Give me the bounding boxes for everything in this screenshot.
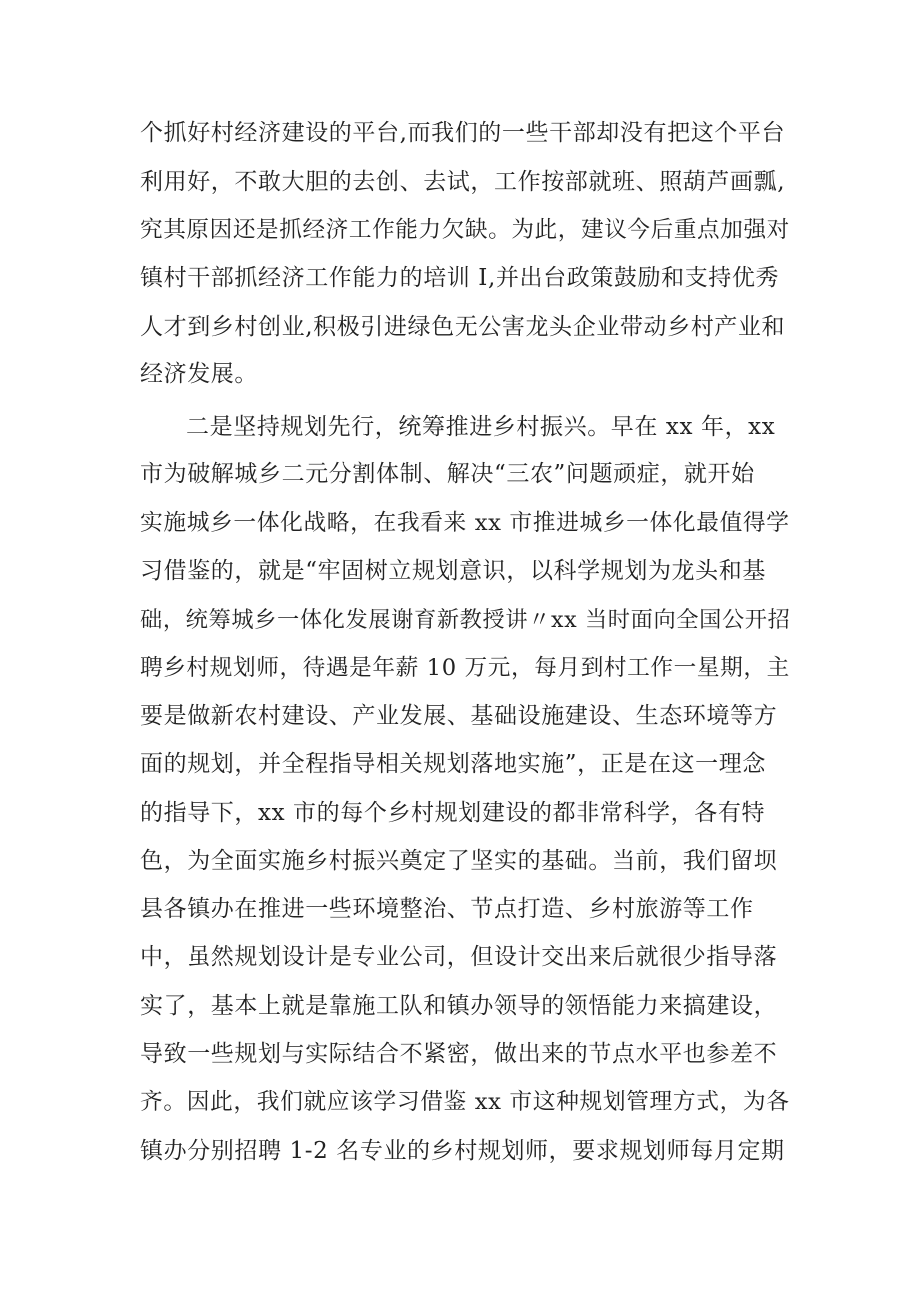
text-line: 镇办分别招聘 1-2 名专业的乡村规划师，要求规划师每月定期 [140, 1138, 785, 1164]
paragraph-first-line: 二是坚持规划先行，统筹推进乡村振兴。早在 xx 年，xx [186, 414, 776, 440]
text-line: 的指导下，xx 市的每个乡村规划建设的都非常科学，各有特 [140, 800, 766, 826]
text-line: 面的规划，并全程指导相关规划落地实施”，正是在这一理念 [140, 751, 766, 777]
text-line: 中，虽然规划设计是专业公司，但设计交出来后就很少指导落 [140, 944, 778, 970]
text-line: 镇村干部抓经济工作能力的培训 I,并出台政策鼓励和支持优秀 [140, 265, 780, 291]
text-line: 究其原因还是抓经济工作能力欠缺。为此，建议今后重点加强对 [140, 217, 790, 243]
text-line: 人才到乡村创业,积极引进绿色无公害龙头企业带动乡村产业和 [140, 314, 786, 340]
text-line: 导致一些规划与实际结合不紧密，做出来的节点水平也参差不 [140, 1041, 778, 1067]
text-line: 习借鉴的，就是“牢固树立规划意识，以科学规划为龙头和基 [140, 558, 766, 584]
text-line: 个抓好村经济建设的平台,而我们的一些干部却没有把这个平台 [140, 120, 786, 146]
text-line: 实了，基本上就是靠施工队和镇办领导的领悟能力来搞建设， [140, 993, 778, 1019]
text-line: 市为破解城乡二元分割体制、解决“三农”问题顽症，就开始 [140, 461, 755, 487]
text-line: 经济发展。 [140, 361, 258, 387]
text-line: 要是做新农村建设、产业发展、基础设施建设、生态环境等方 [140, 703, 778, 729]
text-line: 聘乡村规划师，待遇是年薪 10 万元，每月到村工作一星期，主 [140, 655, 790, 681]
text-line: 实施城乡一体化战略，在我看来 xx 市推进城乡一体化最值得学 [140, 510, 790, 536]
text-line: 县各镇办在推进一些环境整治、节点打造、乡村旅游等工作 [140, 896, 754, 922]
text-line: 础，统筹城乡一体化发展谢育新教授讲〃xx 当时面向全国公开招 [140, 607, 791, 633]
text-line: 色，为全面实施乡村振兴奠定了坚实的基础。当前，我们留坝 [140, 848, 778, 874]
text-line: 利用好，不敢大胆的去创、去试，工作按部就班、照葫芦画瓢, [140, 169, 786, 195]
text-line: 齐。因此，我们就应该学习借鉴 xx 市这种规划管理方式，为各 [140, 1089, 790, 1115]
